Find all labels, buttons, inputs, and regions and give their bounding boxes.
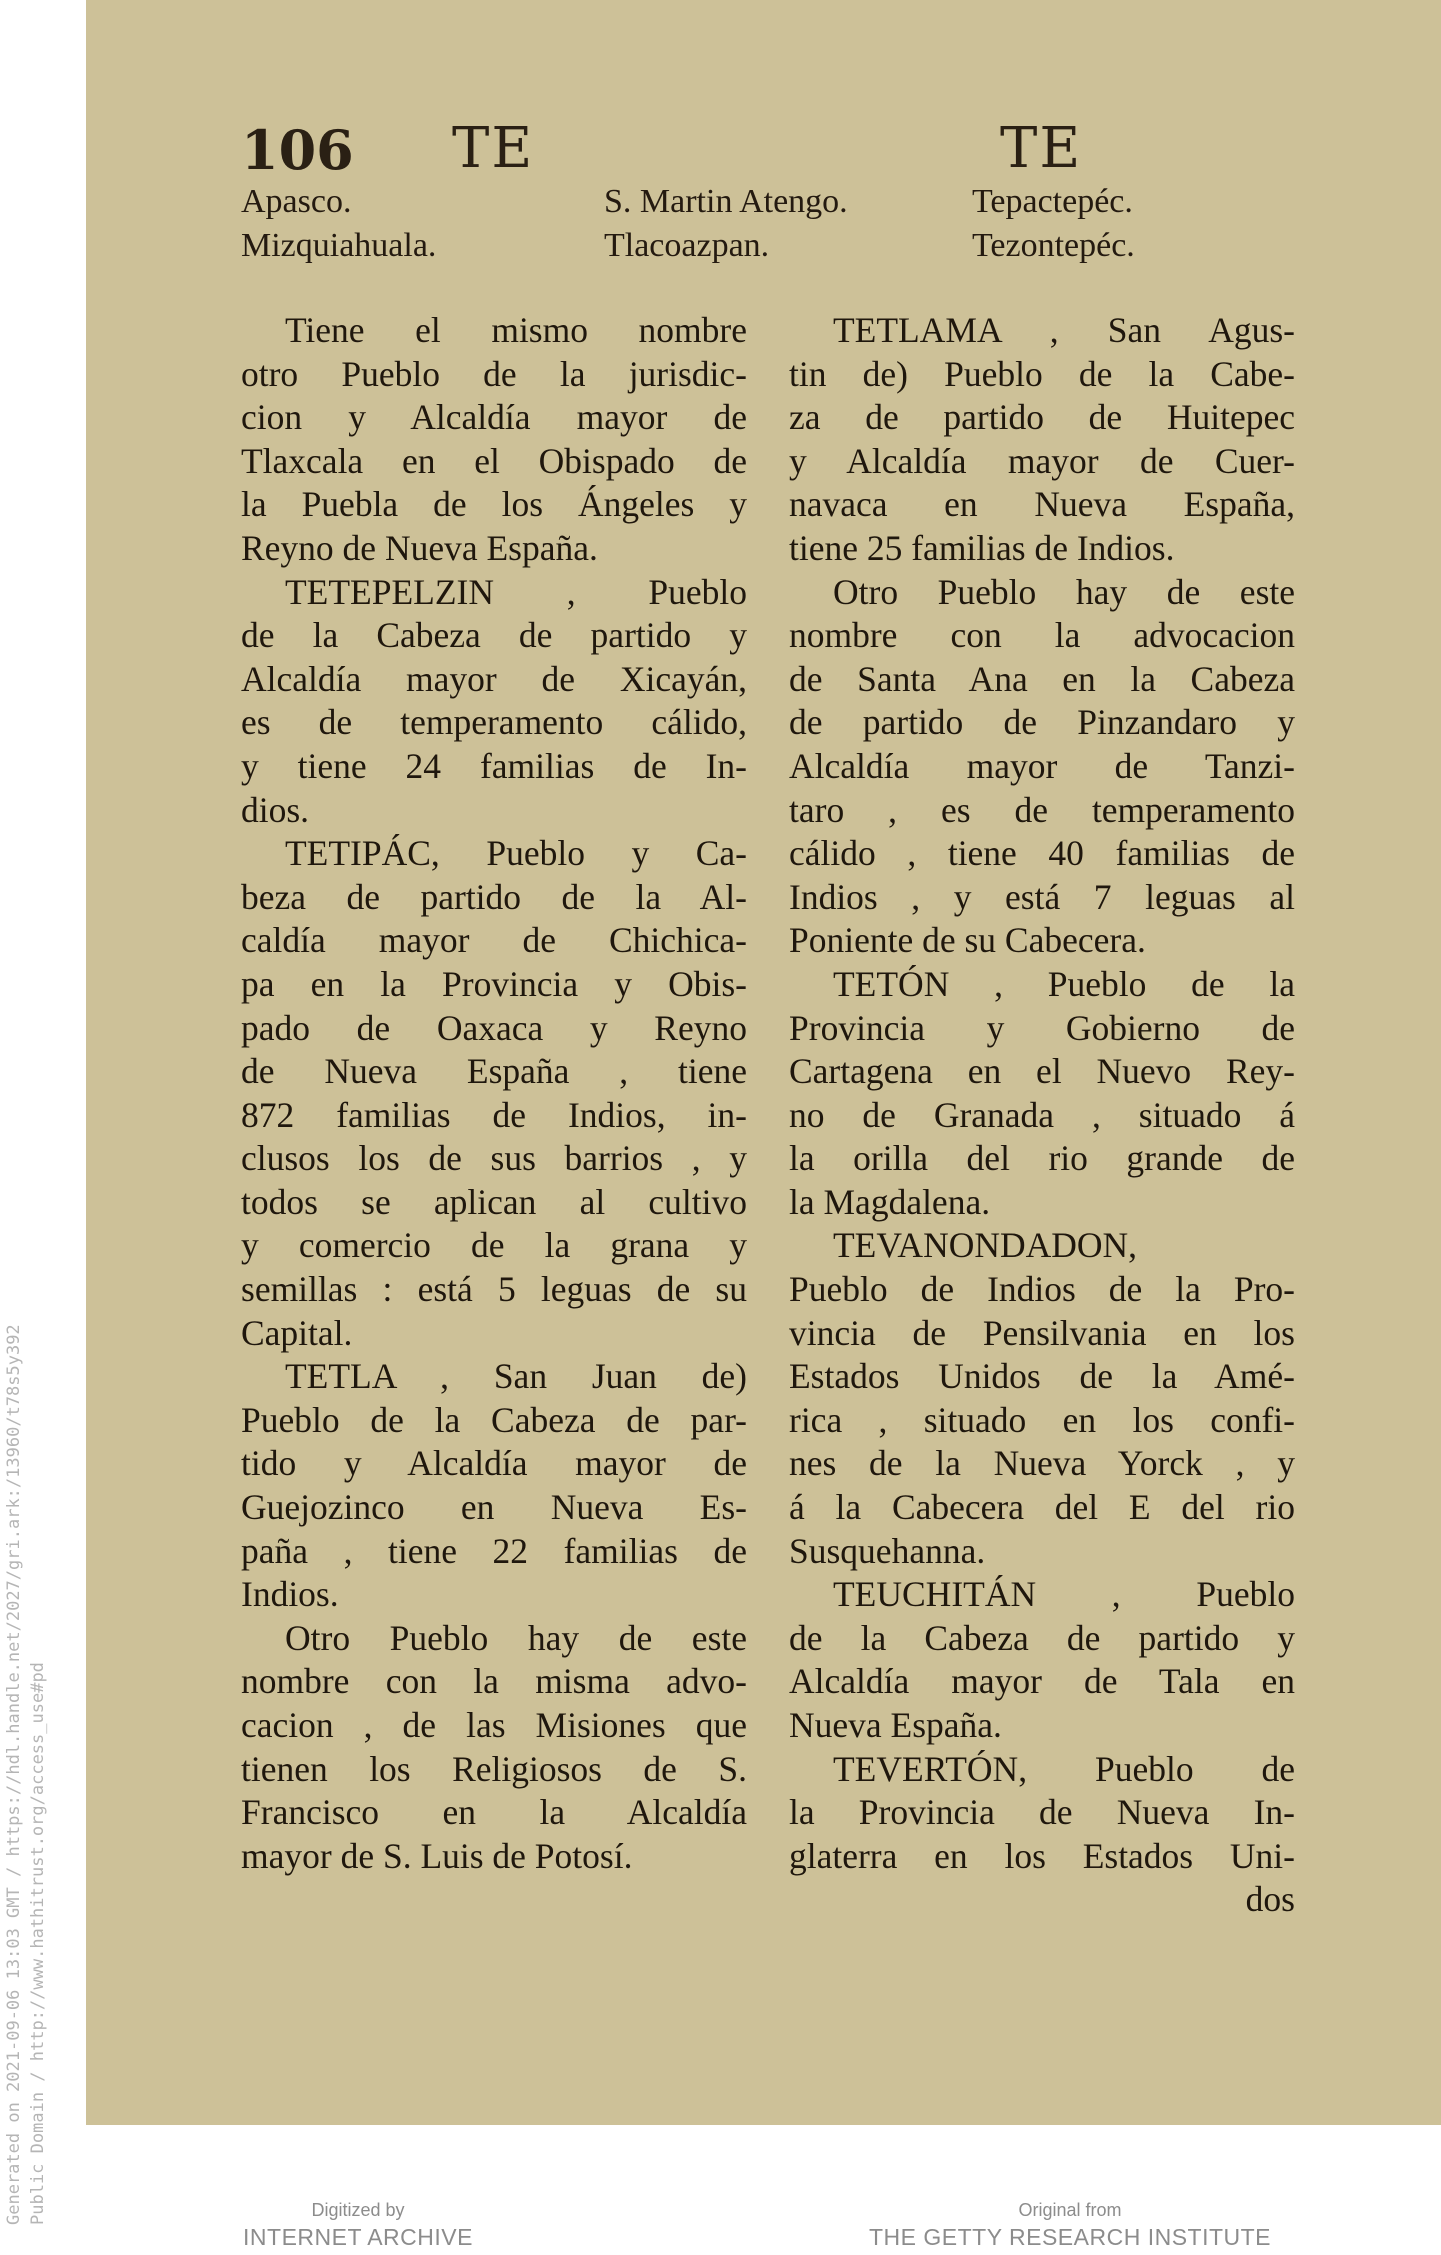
text-line: de la Cabeza de partido y	[241, 615, 747, 656]
text-line: mayor de S. Luis de Potosí.	[241, 1835, 633, 1876]
digitized-by-credit	[218, 2198, 498, 2252]
text-line: Capital.	[241, 1312, 353, 1353]
text-line: Alcaldía mayor de Tala en	[789, 1661, 1295, 1702]
text-line: TETLAMA , San Agus-	[833, 310, 1295, 350]
watermark-line-1: Generated on 2021-09-06 13:03 GMT / https://hdl.handle.net/2027/gri.ark:/13960/t78s5y392	[4, 1324, 24, 2225]
text-line: glaterra en los Estados Uni-	[789, 1835, 1295, 1876]
text-line: Alcaldía mayor de Xicayán,	[241, 658, 747, 699]
text-line: la Puebla de los Ángeles y	[241, 484, 747, 525]
watermark-line-2: Public Domain / http://www.hathitrust.org/access_use#pd	[28, 1662, 48, 2225]
text-line: otro Pueblo de la jurisdic-	[241, 353, 747, 394]
internet-archive-label: INTERNET ARCHIVE	[243, 2224, 473, 2250]
text-line: y Alcaldía mayor de Cuer-	[789, 440, 1295, 481]
text-line: tido y Alcaldía mayor de	[241, 1443, 747, 1484]
text-line: de partido de Pinzandaro y	[789, 702, 1295, 743]
getty-institute-label: THE GETTY RESEARCH INSTITUTE	[868, 2224, 1272, 2250]
text-line: Cartagena en el Nuevo Rey-	[789, 1051, 1295, 1092]
text-line: nes de la Nueva Yorck , y	[789, 1443, 1295, 1484]
text-line: cion y Alcaldía mayor de	[241, 397, 747, 438]
text-line: paña , tiene 22 familias de	[241, 1530, 747, 1571]
running-head-left: TE	[452, 116, 535, 181]
running-head-right: TE	[1000, 116, 1083, 181]
headword: Apasco.	[241, 183, 352, 220]
headword: Tezontepéc.	[972, 227, 1135, 264]
text-line: pa en la Provincia y Obis-	[241, 963, 747, 1004]
text-line: Pueblo de Indios de la Pro-	[789, 1269, 1295, 1310]
text-line: Alcaldía mayor de Tanzi-	[789, 745, 1295, 786]
text-line: Indios.	[241, 1574, 339, 1615]
text-line: la orilla del rio grande de	[789, 1138, 1295, 1179]
text-line: de Santa Ana en la Cabeza	[789, 658, 1295, 699]
text-line: za de partido de Huitepec	[789, 397, 1295, 438]
original-from-label: Original from	[1018, 2200, 1122, 2220]
digitized-by-label: Digitized by	[311, 2200, 405, 2220]
text-line: de la Cabeza de partido y	[789, 1617, 1295, 1658]
text-line: cacion , de las Misiones que	[241, 1705, 747, 1745]
text-line: la Provincia de Nueva In-	[789, 1792, 1295, 1833]
text-line: TEUCHITÁN , Pueblo	[833, 1574, 1295, 1615]
text-line: dos	[1245, 1879, 1295, 1920]
page-number: 106	[241, 118, 354, 182]
text-line: es de temperamento cálido,	[241, 702, 747, 743]
text-line: Pueblo de la Cabeza de par-	[241, 1399, 747, 1440]
text-line: caldía mayor de Chichica-	[241, 920, 747, 961]
text-line: y comercio de la grana y	[241, 1225, 747, 1266]
text-line: Nueva España.	[789, 1705, 1002, 1745]
text-line: TEVANONDADON,	[833, 1225, 1138, 1266]
text-line: semillas : está 5 leguas de su	[241, 1269, 747, 1310]
text-line: tienen los Religiosos de S.	[241, 1748, 747, 1789]
left-text-column	[241, 309, 747, 1878]
text-line: Estados Unidos de la Amé-	[789, 1356, 1295, 1397]
text-line: vincia de Pensilvania en los	[789, 1312, 1295, 1353]
text-line: pado de Oaxaca y Reyno	[241, 1007, 747, 1048]
text-line: cálido , tiene 40 familias de	[789, 833, 1295, 874]
text-line: Reyno de Nueva España.	[241, 527, 598, 568]
text-line: nombre con la misma advo-	[241, 1661, 747, 1702]
text-line: Tlaxcala en el Obispado de	[241, 440, 747, 481]
text-line: la Magdalena.	[789, 1181, 991, 1222]
text-line: y tiene 24 familias de In-	[241, 745, 747, 786]
text-line: todos se aplican al cultivo	[241, 1181, 747, 1222]
text-line: Otro Pueblo hay de este	[285, 1617, 747, 1658]
text-line: tin de) Pueblo de la Cabe-	[789, 353, 1295, 394]
text-line: TETIPÁC, Pueblo y Ca-	[285, 833, 747, 874]
headword: Tlacoazpan.	[604, 227, 770, 264]
text-line: navaca en Nueva España,	[789, 484, 1295, 525]
text-line: tiene 25 familias de Indios.	[789, 527, 1175, 568]
text-line: Tiene el mismo nombre	[285, 310, 747, 350]
text-line: taro , es de temperamento	[789, 789, 1295, 830]
text-line: Poniente de su Cabecera.	[789, 920, 1146, 961]
text-line: Guejozinco en Nueva Es-	[241, 1487, 747, 1528]
text-line: 872 familias de Indios, in-	[241, 1094, 747, 1135]
text-line: clusos los de sus barrios , y	[241, 1138, 747, 1179]
text-line: TETLA , San Juan de)	[285, 1356, 747, 1397]
text-line: dios.	[241, 789, 310, 830]
text-line: Otro Pueblo hay de este	[833, 571, 1295, 612]
headword: S. Martin Atengo.	[604, 183, 848, 220]
text-line: á la Cabecera del E del rio	[789, 1487, 1295, 1528]
text-line: rica , situado en los confi-	[789, 1399, 1295, 1440]
original-from-credit	[860, 2198, 1280, 2252]
text-line: TETEPELZIN , Pueblo	[285, 571, 747, 612]
text-line: beza de partido de la Al-	[241, 876, 747, 917]
text-line: no de Granada , situado á	[789, 1094, 1295, 1135]
text-line: TEVERTÓN, Pueblo de	[833, 1748, 1295, 1789]
text-line: Indios , y está 7 leguas al	[789, 876, 1295, 917]
headword: Tepactepéc.	[972, 183, 1133, 220]
right-text-column	[789, 309, 1295, 1922]
text-line: de Nueva España , tiene	[241, 1051, 747, 1092]
headword: Mizquiahuala.	[241, 227, 437, 264]
hathitrust-watermark	[2, 1025, 50, 2225]
text-line: TETÓN , Pueblo de la	[833, 963, 1295, 1004]
text-line: Francisco en la Alcaldía	[241, 1792, 747, 1833]
text-line: nombre con la advocacion	[789, 615, 1295, 656]
text-line: Susquehanna.	[789, 1530, 986, 1571]
text-line: Provincia y Gobierno de	[789, 1007, 1295, 1048]
